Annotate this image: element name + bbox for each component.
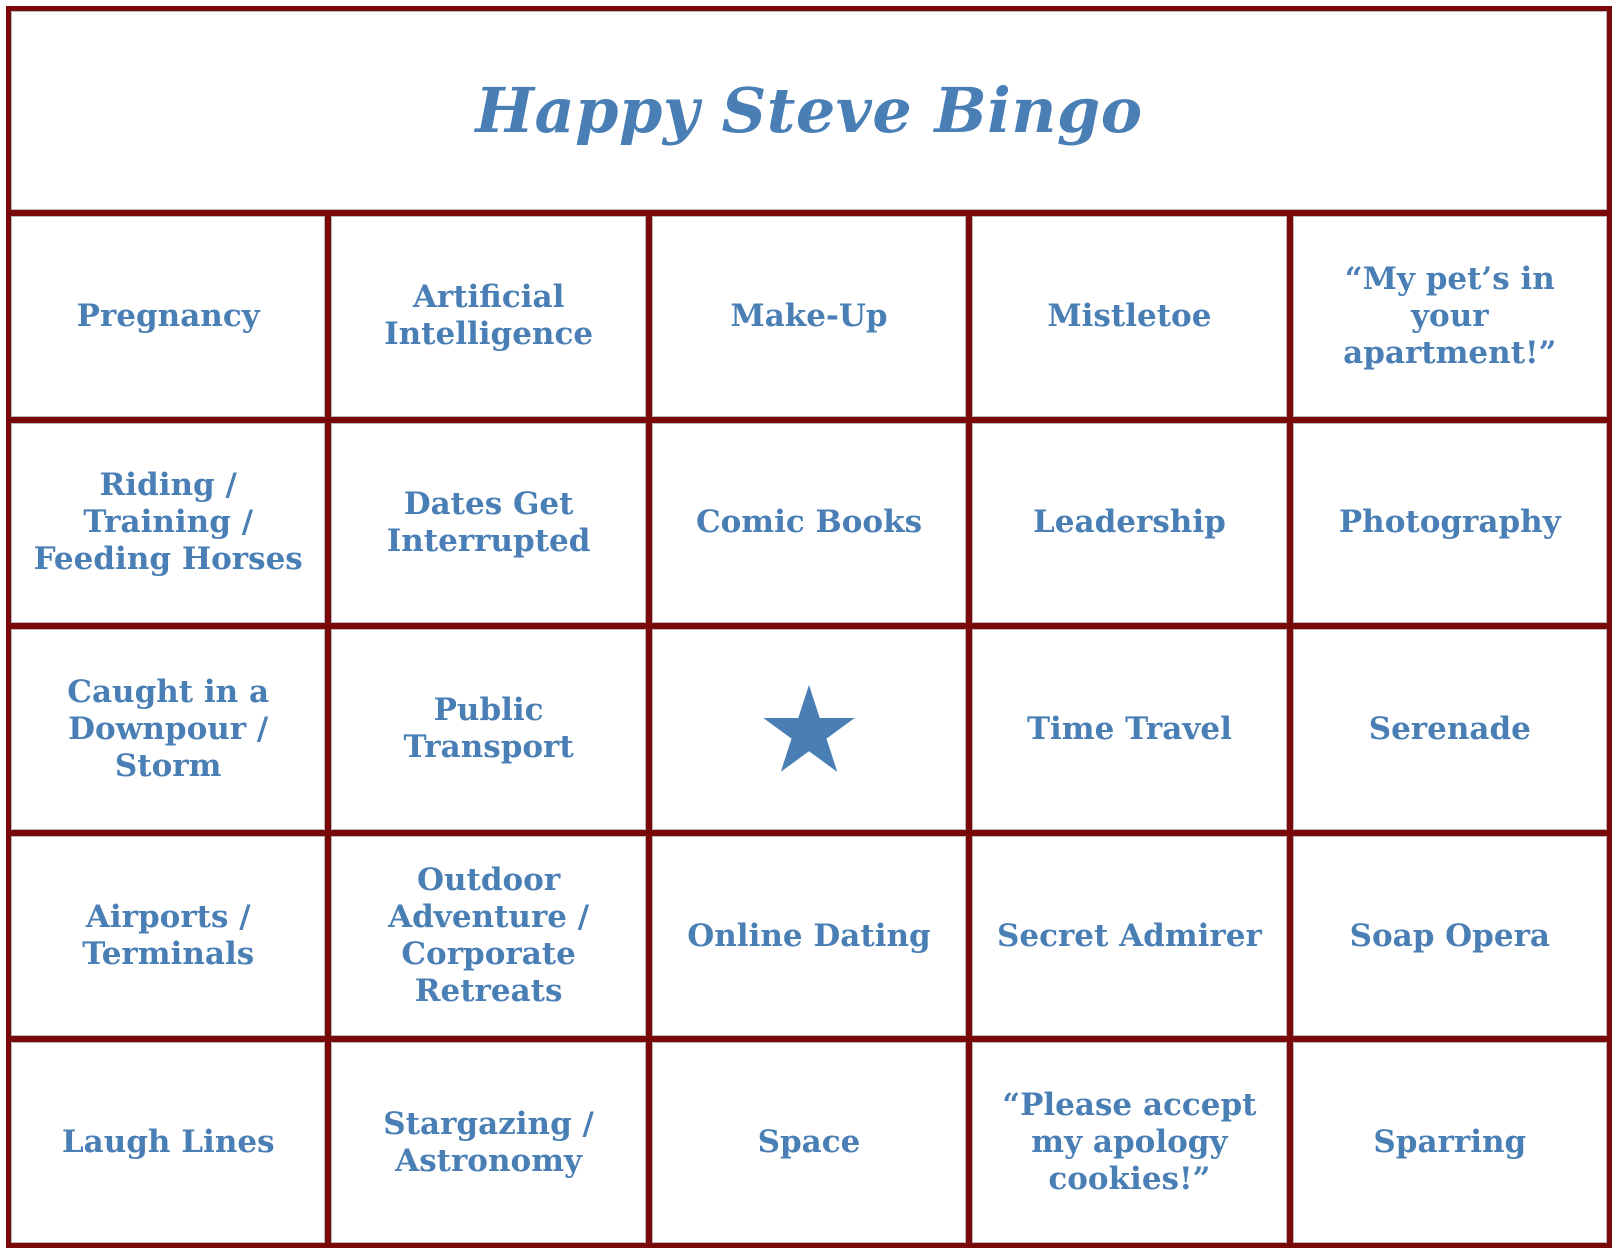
bingo-cell[interactable] xyxy=(1293,423,1607,624)
bingo-cell[interactable] xyxy=(652,1042,966,1243)
bingo-cell[interactable] xyxy=(972,836,1286,1037)
bingo-cell[interactable] xyxy=(11,836,325,1037)
bingo-cell[interactable] xyxy=(1293,629,1607,830)
bingo-cell[interactable] xyxy=(652,423,966,624)
bingo-cell-label: Space xyxy=(757,1124,861,1161)
bingo-cell-label: Online Dating xyxy=(687,917,931,954)
bingo-cell-label: Public Transport xyxy=(403,692,574,766)
bingo-cell-label: Laugh Lines xyxy=(61,1124,275,1161)
bingo-cell[interactable] xyxy=(652,216,966,417)
bingo-cell[interactable] xyxy=(972,216,1286,417)
bingo-cell-label: Soap Opera xyxy=(1349,917,1551,954)
bingo-cell[interactable] xyxy=(1293,1042,1607,1243)
bingo-cell-label: Mistletoe xyxy=(1047,297,1212,334)
bingo-cell[interactable] xyxy=(972,629,1286,830)
bingo-cell-label: Artificial Intelligence xyxy=(384,279,594,353)
bingo-cell-label: Sparring xyxy=(1373,1124,1527,1161)
bingo-cell[interactable] xyxy=(331,423,645,624)
bingo-cell[interactable] xyxy=(1293,836,1607,1037)
bingo-card xyxy=(6,6,1612,1248)
bingo-cell[interactable] xyxy=(11,1042,325,1243)
bingo-cell[interactable] xyxy=(11,216,325,417)
bingo-cell-label: Photography xyxy=(1338,504,1561,541)
bingo-cell-label: Outdoor Adventure / Corporate Retreats xyxy=(388,861,590,1010)
bingo-cell[interactable] xyxy=(972,1042,1286,1243)
bingo-cell[interactable] xyxy=(331,629,645,830)
bingo-cell[interactable] xyxy=(11,423,325,624)
bingo-cell-label: Secret Admirer xyxy=(996,917,1262,954)
bingo-cell[interactable] xyxy=(331,836,645,1037)
bingo-cell[interactable] xyxy=(652,836,966,1037)
bingo-cell-label: Dates Get Interrupted xyxy=(386,485,591,559)
bingo-title: Happy Steve Bingo xyxy=(475,74,1143,147)
bingo-cell-label: “Please accept my apology cookies!” xyxy=(1002,1086,1257,1198)
bingo-grid xyxy=(11,216,1607,1243)
bingo-cell-label: Stargazing / Astronomy xyxy=(383,1105,594,1179)
bingo-cell-label: Make-Up xyxy=(730,297,888,334)
bingo-cell-label: Leadership xyxy=(1033,504,1226,541)
bingo-cell-label: Comic Books xyxy=(695,504,923,541)
star-icon xyxy=(761,681,857,777)
bingo-cell[interactable] xyxy=(331,216,645,417)
bingo-header xyxy=(11,11,1607,210)
bingo-free-space[interactable] xyxy=(652,629,966,830)
bingo-cell[interactable] xyxy=(1293,216,1607,417)
bingo-cell[interactable] xyxy=(11,629,325,830)
bingo-cell-label: Pregnancy xyxy=(76,297,260,334)
bingo-cell-label: “My pet’s in your apartment!” xyxy=(1343,260,1557,371)
bingo-cell-label: Time Travel xyxy=(1026,710,1232,747)
bingo-cell-label: Riding / Training / Feeding Horses xyxy=(33,467,303,578)
bingo-cell-label: Airports / Terminals xyxy=(82,898,255,973)
bingo-cell[interactable] xyxy=(331,1042,645,1243)
bingo-cell-label: Serenade xyxy=(1368,710,1531,747)
bingo-cell-label: Caught in a Downpour / Storm xyxy=(67,673,270,785)
bingo-cell[interactable] xyxy=(972,423,1286,624)
